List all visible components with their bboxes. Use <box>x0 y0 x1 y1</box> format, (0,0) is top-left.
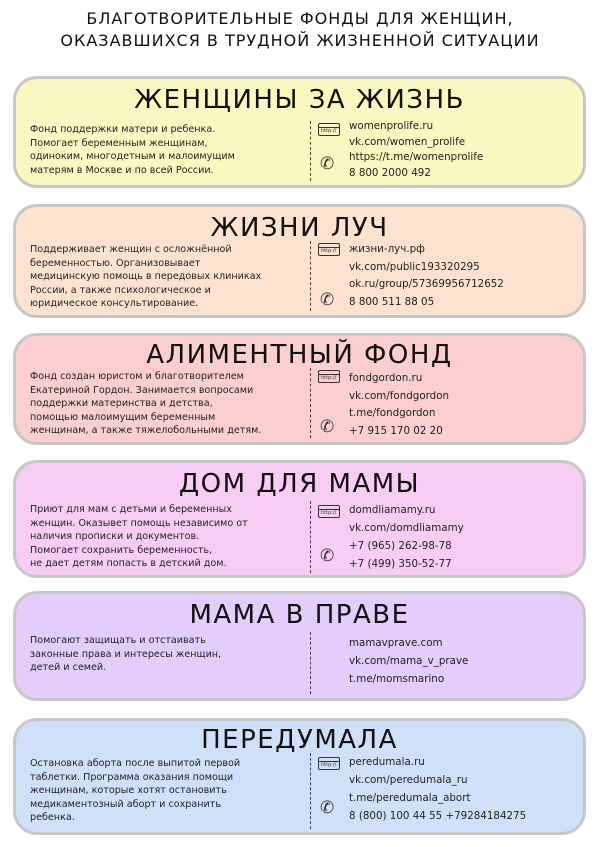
card-title: АЛИМЕНТНЫЙ ФОНД <box>146 340 453 370</box>
description-line: не дает детям попасть в детский дом. <box>30 558 227 570</box>
vk-link[interactable]: vk.com/mama_v_prave <box>349 655 469 667</box>
card-title: ПЕРЕДУМАЛА <box>201 725 398 755</box>
divider <box>310 368 311 438</box>
description-line: юридическое консультирование. <box>30 298 199 310</box>
card-title: ЖИЗНИ ЛУЧ <box>210 213 389 243</box>
card-contacts <box>349 241 504 311</box>
browser-window-icon: http:// <box>318 243 340 256</box>
description-line: Помогает беременным женщинам, <box>30 137 208 149</box>
description-line: беременностью. Организовывает <box>30 257 201 269</box>
telegram-link[interactable]: t.me/fondgordon <box>349 407 436 419</box>
card-description <box>30 370 300 438</box>
description-line: Помогают защищать и отстаивать <box>30 635 206 646</box>
card-peredumala <box>13 718 586 835</box>
description-line: ребенка. <box>30 812 75 824</box>
description-line: женщинам, а также тяжелобольными детям. <box>30 425 262 437</box>
contact-icons <box>318 753 344 829</box>
description-line: одиноким, многодетным и малоимущим <box>30 151 235 163</box>
description-line: поддержки материнства и детства, <box>30 398 213 410</box>
contact-icons <box>318 368 344 438</box>
vk-link[interactable]: vk.com/women_prolife <box>349 135 466 148</box>
card-description <box>30 634 300 675</box>
card-contacts <box>349 370 449 440</box>
card-description <box>30 123 300 177</box>
description-line: помощью малоимущим беременным <box>30 411 216 423</box>
website-link[interactable]: womenprolife.ru <box>349 120 434 132</box>
ok-link[interactable]: ok.ru/group/57369956712652 <box>349 278 504 290</box>
description-line: Приют для мам с детьми и беременных <box>30 504 232 515</box>
phone-handset-icon: ✆ <box>320 417 335 437</box>
divider <box>310 121 311 181</box>
card-women-for-life <box>13 76 586 188</box>
card-description <box>30 757 300 825</box>
browser-window-icon: http:// <box>318 757 340 770</box>
divider <box>310 501 311 573</box>
phone-handset-icon: ✆ <box>320 546 335 566</box>
card-contacts <box>349 753 526 825</box>
card-title: МАМА В ПРАВЕ <box>189 600 410 630</box>
website-link[interactable]: fondgordon.ru <box>349 372 423 384</box>
website-link[interactable]: mamavprave.com <box>349 637 443 649</box>
browser-window-icon: http:// <box>318 123 340 136</box>
browser-window-icon: http:// <box>318 370 340 383</box>
card-title: ЖЕНЩИНЫ ЗА ЖИЗНЬ <box>134 85 465 115</box>
website-link[interactable]: жизни-луч.рф <box>349 243 425 255</box>
description-line: медикаментозный аборт и сохранить <box>30 798 222 810</box>
card-title: ДОМ ДЛЯ МАМЫ <box>178 469 421 499</box>
description-line: матерям в Москве и по всей России. <box>30 164 214 176</box>
divider <box>310 241 311 311</box>
vk-link[interactable]: vk.com/peredumala_ru <box>349 774 468 786</box>
phone-handset-icon: ✆ <box>320 798 335 818</box>
contact-icons <box>318 121 344 181</box>
description-line: Остановка аборта после выпитой первой <box>30 758 241 769</box>
phone-number[interactable]: +7 (499) 350-52-77 <box>349 558 452 570</box>
telegram-link[interactable]: t.me/momsmarino <box>349 673 445 685</box>
phone-number[interactable]: +7 915 170 02 20 <box>349 424 443 437</box>
telegram-link[interactable]: t.me/peredumala_abort <box>349 792 471 804</box>
website-link[interactable]: peredumala.ru <box>349 756 425 768</box>
description-line: Екатериной Гордон. Занимается вопросами <box>30 384 254 396</box>
description-line: Фонд создан юристом и благотворителем <box>30 371 244 382</box>
page-title-line-1: БЛАГОТВОРИТЕЛЬНЫЕ ФОНДЫ ДЛЯ ЖЕНЩИН, <box>86 9 514 28</box>
card-description <box>30 503 300 571</box>
telegram-link[interactable]: https://t.me/womenprolife <box>349 151 484 163</box>
contact-icons <box>318 241 344 311</box>
divider <box>310 632 311 694</box>
card-dom-dlya-mamy <box>13 460 586 578</box>
description-line: Помогает сохранить беременность, <box>30 544 213 556</box>
vk-link[interactable]: vk.com/fondgordon <box>349 389 450 402</box>
page-title <box>0 8 600 52</box>
phone-number[interactable]: 8 (800) 100 44 55 +79284184275 <box>349 810 527 822</box>
vk-link[interactable]: vk.com/public193320295 <box>349 260 480 273</box>
phone-number[interactable]: 8 800 511 88 05 <box>349 295 435 308</box>
description-line: наличия прописки и документов. <box>30 531 200 543</box>
description-line: Поддерживает женщин с осложнённой <box>30 244 232 255</box>
phone-number[interactable]: +7 (965) 262-98-78 <box>349 540 452 552</box>
card-description <box>30 243 300 311</box>
card-contacts <box>349 119 483 181</box>
description-line: женщинам, которые хотят остановить <box>30 785 227 797</box>
description-line: законные права и интересы женщин, <box>30 648 222 660</box>
card-contacts <box>349 501 464 573</box>
card-zhizni-luch <box>13 204 586 318</box>
description-line: таблетки. Программа оказания помощи <box>30 771 234 783</box>
card-mama-v-prave <box>13 591 586 701</box>
page-title-line-2: ОКАЗАВШИХСЯ В ТРУДНОЙ ЖИЗНЕННОЙ СИТУАЦИИ <box>60 31 540 50</box>
divider <box>310 753 311 829</box>
description-line: женщин. Оказывет помощь независимо от <box>30 517 248 529</box>
vk-link[interactable]: vk.com/domdliamamy <box>349 522 464 534</box>
phone-handset-icon: ✆ <box>320 154 335 174</box>
description-line: России, а также психологическое и <box>30 284 211 296</box>
phone-number[interactable]: 8 800 2000 492 <box>349 166 431 179</box>
description-line: детей и семей. <box>30 662 107 674</box>
browser-window-icon: http:// <box>318 505 340 518</box>
card-contacts <box>349 634 468 688</box>
description-line: Фонд поддержки матери и ребенка. <box>30 124 216 135</box>
phone-handset-icon: ✆ <box>320 290 335 310</box>
description-line: медицинскую помощь в передовых клиниках <box>30 271 262 283</box>
contact-icons <box>318 501 344 573</box>
card-alimentny-fond <box>13 333 586 445</box>
website-link[interactable]: domdliamamy.ru <box>349 504 436 516</box>
